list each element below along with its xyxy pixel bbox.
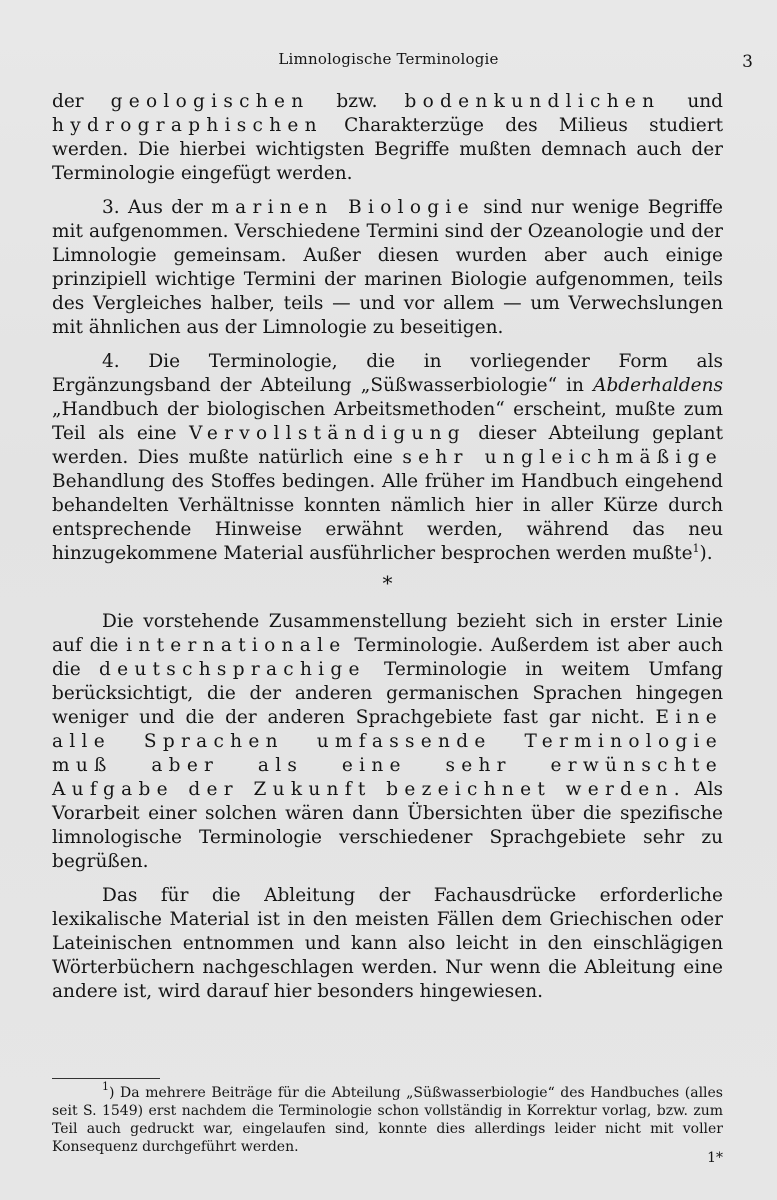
text-run: bzw. — [309, 91, 405, 112]
text-run: und — [660, 91, 723, 112]
text-run: Die vorstehende Zusammenstellung bezieht sich in erster Linie auf die — [52, 611, 723, 656]
footnote-text: ) Da mehrere Beiträge für die Abteilung „Süßwasserbiologie“ des Handbuches (alles seit S. 1549) erst nachdem die Terminologie schon vollständig in Korrektur vorlag, bzw. zum Teil auch gedruckt war, eingelaufen sind, konnte dies allerdings leider nicht mit voller Konsequenz durchgeführt werden. — [52, 1085, 723, 1155]
text-run: Terminologie in weitem Umfang berücksichtigt, die der anderen germanischen Sprachen hingegen weniger und die der anderen Sprachgebiete fast gar nicht. — [52, 659, 724, 728]
footnotes — [52, 1080, 723, 1156]
text-run: Als Vorarbeit einer solchen wären dann Übersichten über die spezifische limnologische Terminologie verschiedener Sprachgebiete sehr zu begrüßen. — [52, 779, 723, 872]
page-header — [52, 50, 753, 76]
spaced-emphasis: Eine alle Sprachen umfassende Terminologie muß aber als eine sehr erwünschte Aufgabe der Zukunft bezeichnet werden. — [52, 707, 723, 800]
spaced-emphasis: sehr ungleichmäßige — [402, 447, 723, 468]
section-separator: * — [382, 571, 393, 595]
footnote-divider — [52, 1078, 160, 1079]
text-run: „Handbuch der biologischen Arbeitsmethoden“ erscheint, mußte zum Teil als eine — [52, 399, 723, 444]
spaced-emphasis: internationale — [126, 635, 347, 656]
footnote-reference: 1 — [692, 542, 700, 555]
text-run: Terminologie. Außerdem ist aber auch die — [52, 635, 723, 680]
text-run: Das für die Ableitung der Fachausdrücke erforderliche lexikalische Material ist in den meisten Fällen dem Griechischen oder Lateinischen entnommen und kann also leicht in den einschlägigen Wörterbüchern nachgeschlagen werden. Nur wenn die Ableitung eine andere ist, wird darauf hier besonders hingewiesen. — [52, 885, 723, 1002]
footnote — [52, 1080, 723, 1156]
main-text — [52, 90, 723, 1004]
body-paragraph — [52, 350, 723, 566]
text-run: dieser Abteilung geplant werden. Dies mußte natürlich eine — [52, 423, 724, 468]
text-run: sind nur wenige Begriffe mit aufgenommen. Verschiedene Termini sind der Ozeanologie und der Limnologie gemeinsam. Außer diesen wurden aber auch einige prinzipiell wichtige Termini der marinen Biologie aufgenommen, teils des Vergleiches halber, teils — und vor allem — um Verwechslungen mit ähnlichen aus der Limnologie zu beseitigen. — [52, 197, 723, 338]
body-paragraph — [52, 90, 723, 186]
spaced-emphasis: bodenkundlichen — [404, 91, 661, 112]
running-title: Limnologische Terminologie — [278, 50, 499, 68]
text-run: ). — [699, 543, 713, 564]
spaced-emphasis: Vervollständigung — [188, 423, 466, 444]
spaced-emphasis: geologischen — [110, 91, 310, 112]
page-number: 3 — [742, 52, 753, 72]
text-run: Charakterzüge des Milieus studiert werden. Die hierbei wichtigsten Begriffe mußten demnach auch der Terminologie eingefügt werden. — [52, 115, 723, 184]
body-paragraph — [52, 196, 723, 340]
body-paragraph — [52, 884, 723, 1004]
spaced-emphasis: deutschsprachige — [98, 659, 366, 680]
text-run: 3. Aus der — [102, 197, 212, 218]
sheet-signature: 1* — [707, 1150, 723, 1166]
text-run: der — [52, 91, 111, 112]
text-run: 4. Die Terminologie, die in vorliegender Form als Ergänzungsband der Abteilung „Süßwasserbiologie“ in — [52, 351, 723, 396]
spaced-emphasis: marinen Biologie — [211, 197, 475, 218]
spaced-emphasis: hydrographischen — [52, 115, 323, 136]
body-paragraph — [52, 610, 723, 874]
footnote-marker: 1 — [102, 1080, 109, 1093]
italic-name: Abderhaldens — [593, 375, 723, 396]
text-run: Behandlung des Stoffes bedingen. Alle früher im Handbuch eingehend behandelten Verhältnisse konnten nämlich hier in aller Kürze durch entsprechende Hinweise erwähnt werden, während das neu hinzugekommene Material ausführlicher besprochen werden mußte — [52, 471, 723, 564]
